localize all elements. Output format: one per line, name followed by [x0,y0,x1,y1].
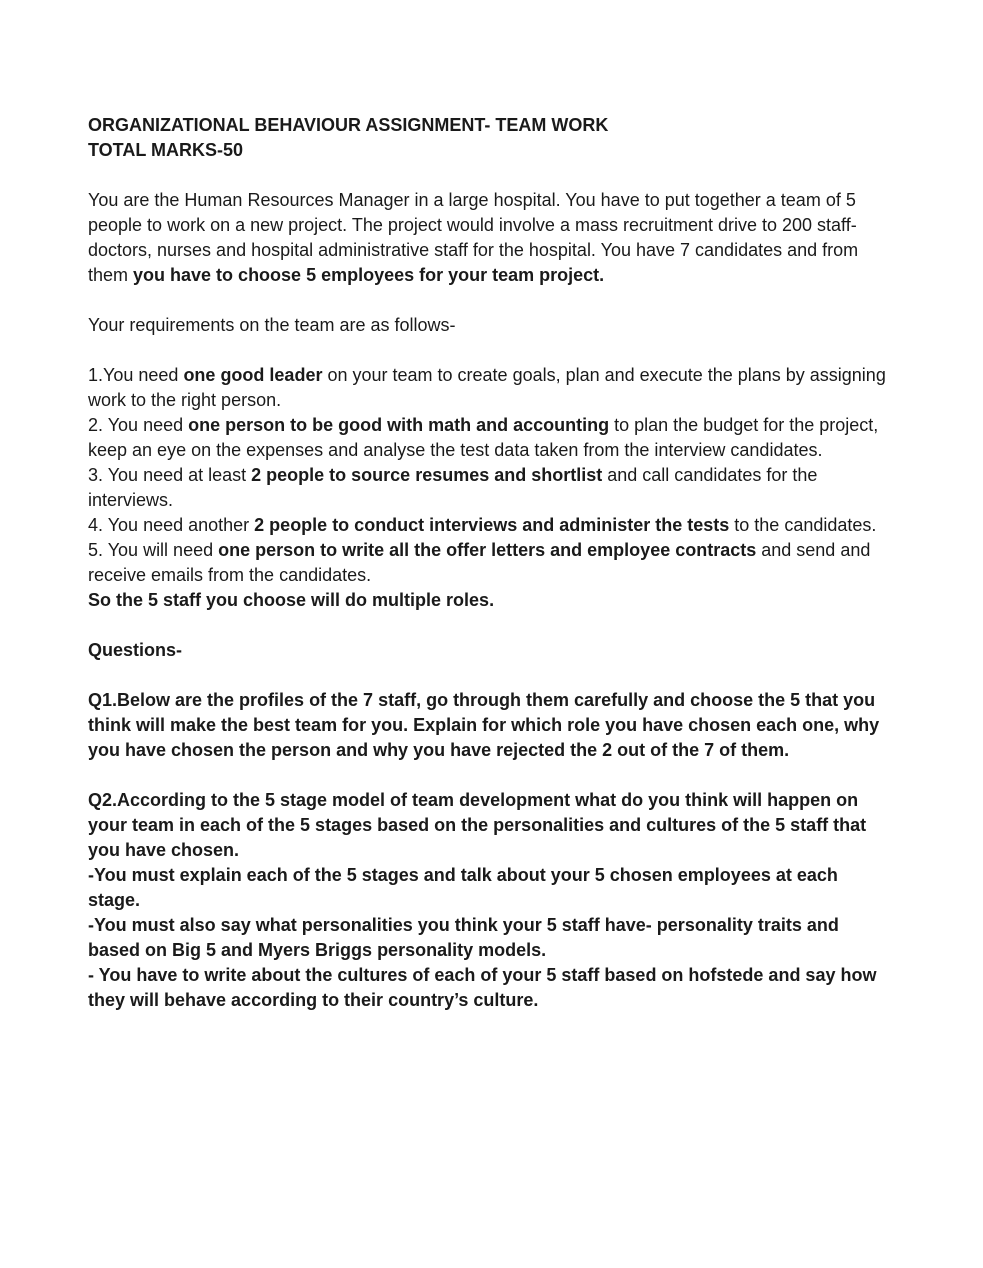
question-2-point: - You have to write about the cultures of each of your 5 staff based on hofstede and say how they will behave according to their country’s culture. [88,965,877,1010]
requirement-item [88,413,893,463]
requirement-text: and call candidates for the interviews. [88,465,818,510]
requirements-intro: Your requirements on the team are as follows- [88,315,456,335]
requirement-item [88,538,893,588]
requirement-text: 5. You will need [88,540,219,560]
roles-note: So the 5 staff you choose will do multiple roles. [88,590,495,610]
requirement-bold-text: one person to be good with math and accounting [188,415,610,435]
requirement-text: 3. You need at least [88,465,252,485]
document-page [88,113,893,1013]
question-2-text: Q2.According to the 5 stage model of team development what do you think will happen on your team in each of the 5 stages based on the personalities and cultures of the 5 staff that you have chosen. [88,790,867,860]
question-2-point: -You must also say what personalities you think your 5 staff have- personality traits and based on Big 5 and Myers Briggs personality models. [88,915,839,960]
requirements-list [88,363,893,613]
requirement-text: and send and receive emails from the candidates. [88,540,871,585]
requirement-text: 4. You need another [88,515,255,535]
intro-bold-text: you have to choose 5 employees for your team project. [133,265,605,285]
requirement-text: 2. You need [88,415,189,435]
requirement-bold-text: 2 people to source resumes and shortlist [251,465,603,485]
requirement-bold-text: one good leader [183,365,323,385]
requirement-text: to the candidates. [729,515,877,535]
requirement-item [88,463,893,513]
requirement-text: to plan the budget for the project, keep an eye on the expenses and analyse the test data taken from the interview candidates. [88,415,879,460]
document-title: ORGANIZATIONAL BEHAVIOUR ASSIGNMENT- TEAM WORK [88,115,609,135]
question-2 [88,788,893,1013]
total-marks: TOTAL MARKS-50 [88,140,244,160]
question-2-point: -You must explain each of the 5 stages and talk about your 5 chosen employees at each stage. [88,865,838,910]
questions-heading-text: Questions- [88,640,183,660]
intro-paragraph [88,188,893,288]
document-header [88,113,893,163]
requirement-bold-text: 2 people to conduct interviews and administer the tests [254,515,730,535]
requirement-item [88,363,893,413]
question-1-text: Q1.Below are the profiles of the 7 staff, go through them carefully and choose the 5 that you think will make the best team for you. Explain for which role you have chosen each one, why you have chosen the person and why you have rejected the 2 out of the 7 of them. [88,690,880,760]
question-1 [88,688,893,763]
requirement-text: on your team to create goals, plan and execute the plans by assigning work to the right person. [88,365,886,410]
requirement-bold-text: one person to write all the offer letters and employee contracts [218,540,757,560]
requirement-item [88,513,893,538]
requirement-text: 1.You need [88,365,184,385]
questions-heading [88,638,893,663]
intro-text: You are the Human Resources Manager in a large hospital. You have to put together a team of 5 people to work on a new project. The project would involve a mass recruitment drive to 200 staff- doctors, nurses and hospital administrative staff for the hospital. You have 7 candidates and from them [88,190,859,285]
